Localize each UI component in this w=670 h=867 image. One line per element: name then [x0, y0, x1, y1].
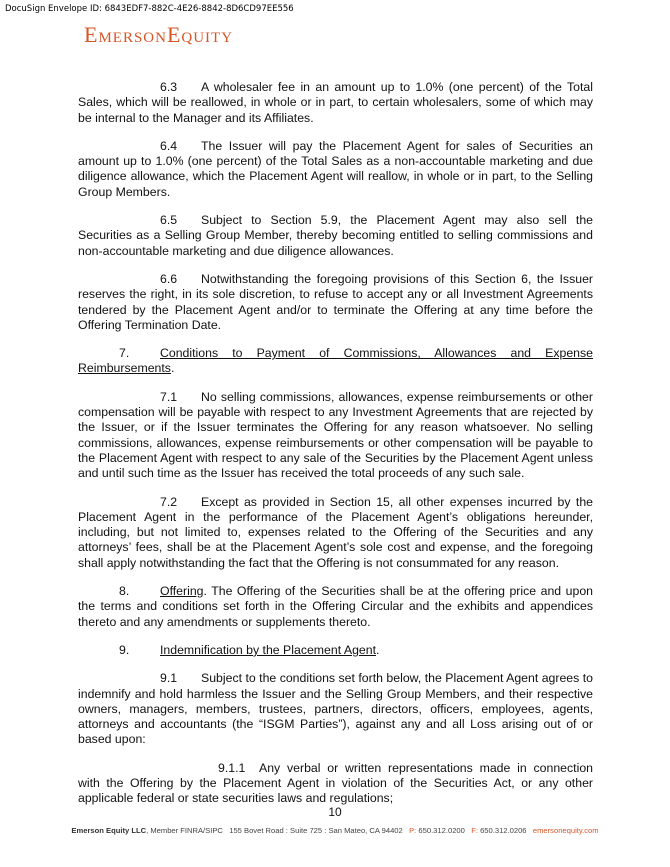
emerson-equity-logo: EmersonEquity — [84, 22, 234, 47]
footer-company: Emerson Equity LLC — [71, 826, 147, 835]
paragraph-7-2: 7.2 Except as provided in Section 15, all other expenses incurred by the Placement Agent in the performance of the Placement Agent’s obligations hereunder, including, but not limited to, expenses related to the Offering of the Securities and any attorneys’ fees, shall be at the Placement Agent’s sole cost and expense, and the foregoing shall apply notwithstanding the fact that the Offering is not consummated for any reason. — [78, 494, 593, 570]
footer-member: , Member FINRA/SIPC — [146, 826, 223, 835]
docusign-envelope-id: DocuSign Envelope ID: 6843EDF7-882C-4E26-8842-8D6CD97EE556 — [5, 4, 294, 14]
page-footer: Emerson Equity LLC, Member FINRA/SIPC 155 Bovet Road : Suite 725 : San Mateo, CA 94402 P: 650.312.0200 F: 650.312.0206 emersonequity.com — [71, 826, 599, 835]
paragraph-6-5: 6.5 Subject to Section 5.9, the Placement Agent may also sell the Securities as a Selling Group Member, thereby becoming entitled to selling commissions and non-accountable marketing and due diligence allowances. — [78, 213, 593, 258]
paragraph-6-6: 6.6 Notwithstanding the foregoing provisions of this Section 6, the Issuer reserves the right, in its sole discretion, to refuse to accept any or all Investment Agreements tendered by the Placement Agent and/or to terminate the Offering at any time before the Offering Termination Date. — [78, 271, 593, 332]
paragraph-9-1-1: 9.1.1 Any verbal or written representations made in connection with the Offering by the Placement Agent in violation of the Securities Act, or any other applicable federal or state securities laws and regulations; — [78, 760, 593, 806]
paragraph-6-4: 6.4 The Issuer will pay the Placement Agent for sales of Securities an amount up to 1.0% (one percent) of the Total Sales as a non-accountable marketing and due diligence allowance, which the Placement Agent will reallow, in whole or in part, to the Selling Group Members. — [78, 138, 593, 199]
footer-website-link[interactable]: emersonequity.com — [532, 826, 599, 835]
paragraph-7-1: 7.1 No selling commissions, allowances, expense reimbursements or other compensation will be payable with respect to any Investment Agreements that are rejected by the Issuer, or if the Issuer terminates the Offering for any reason whatsoever. No selling commissions, allowances, expense reimbursements or other compensation will be payable to the Placement Agent with respect to any sale of the Securities by the Placement Agent unless and until such time as the Issuer has received the total proceeds of any such sale. — [78, 389, 593, 481]
paragraph-9-1: 9.1 Subject to the conditions set forth below, the Placement Agent agrees to indemnify and hold harmless the Issuer and the Selling Group Members, and their respective owners, managers, members, trustees, partners, directors, officers, employees, agents, attorneys and accountants (the “ISGM Parties”), against any and all Loss arising out of or based upon: — [78, 671, 593, 747]
footer-fax: 650.312.0206 — [480, 826, 527, 835]
paragraph-6-3: 6.3 A wholesaler fee in an amount up to 1.0% (one percent) of the Total Sales, which will be reallowed, in whole or in part, to certain wholesalers, some of which may be internal to the Manager and its Affiliates. — [78, 80, 593, 125]
footer-address: 155 Bovet Road : Suite 725 : San Mateo, CA 94402 — [229, 826, 403, 835]
footer-phone: 650.312.0200 — [418, 826, 465, 835]
document-body — [78, 80, 593, 820]
section-7-heading: 7. Conditions to Payment of Commissions, Allowances and Expense Reimbursements. — [78, 346, 593, 376]
section-9-heading: 9. Indemnification by the Placement Agent. — [119, 642, 380, 657]
page-number: 10 — [328, 805, 342, 819]
section-8-offering: 8. Offering. The Offering of the Securities shall be at the offering price and upon the terms and conditions set forth in the Offering Circular and the exhibits and appendices thereto and any amendments or supplements thereto. — [78, 584, 593, 629]
